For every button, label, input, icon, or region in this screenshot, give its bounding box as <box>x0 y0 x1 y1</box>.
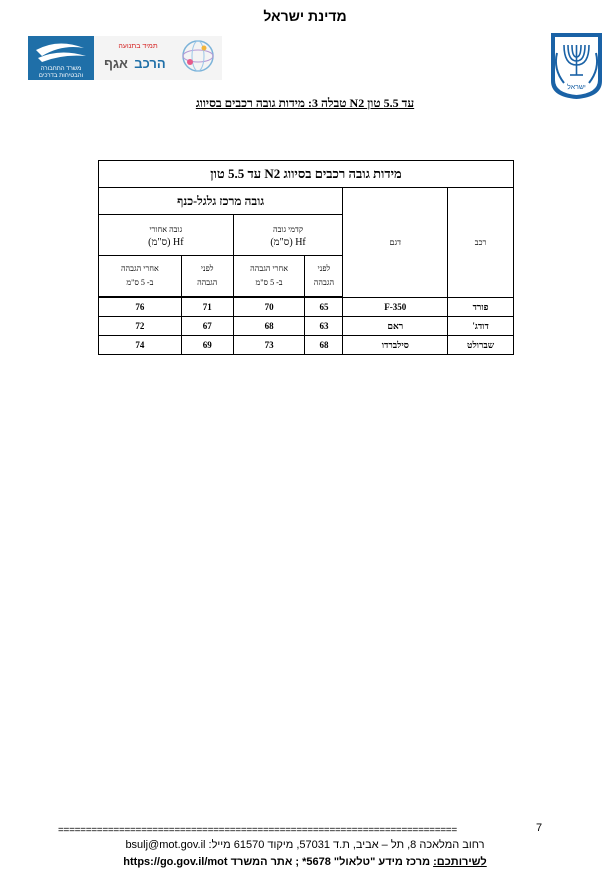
table-title: מידות גובה רכבים בסיווג N2 עד 5.5 טון <box>99 161 514 188</box>
logo-dept-name-a: אגף <box>104 56 128 71</box>
after-line1: אחרי הגבהה <box>250 264 289 273</box>
rear-label: גובה אחורי <box>149 224 183 234</box>
cell-rear-before: 71 <box>181 298 233 317</box>
before-line2: הגבהה <box>197 278 218 287</box>
after-line1: אחרי הגבהה <box>120 264 159 273</box>
emblem-text: ישראל <box>567 84 586 91</box>
before-line1: לפני <box>200 264 214 273</box>
front-after-header <box>233 256 305 297</box>
page-number: 7 <box>536 822 543 834</box>
cell-vehicle: שברולט <box>448 336 514 355</box>
cell-front-before: 63 <box>305 317 343 336</box>
footer-separator: ======================================================================== <box>58 825 457 836</box>
front-label: קדמי גובה <box>272 224 304 234</box>
after-line2: ב- 5 ס"מ <box>126 278 154 287</box>
table-row <box>99 317 514 336</box>
cell-front-before: 65 <box>305 298 343 317</box>
logo-dept-tag: תמיד בתנועה <box>118 43 158 50</box>
table-caption: טבלה 3: מידות גובה רכבים בסיווג N2 עד 5.5 טון <box>195 96 415 110</box>
rear-height-header <box>99 215 234 256</box>
cell-rear-after: 74 <box>99 336 182 355</box>
cell-model: F-350 <box>343 298 448 317</box>
rear-hf-label: Hf (ס"מ) <box>148 236 184 248</box>
col-model-header: דגם <box>343 188 448 298</box>
ministry-logo <box>28 36 222 80</box>
cell-rear-after: 72 <box>99 317 182 336</box>
logo-dept-name-b: הרכב <box>134 56 166 71</box>
front-before-header <box>305 256 343 297</box>
group-header: גובה מרכז גלגל-כנף <box>99 188 343 215</box>
before-line2: הגבהה <box>313 278 335 287</box>
table-row <box>99 336 514 355</box>
front-height-header <box>233 215 343 256</box>
rear-after-header <box>99 256 182 297</box>
table-row <box>99 298 514 317</box>
col-vehicle-header: רכב <box>448 188 514 298</box>
cell-front-before: 68 <box>305 336 343 355</box>
state-emblem <box>548 31 605 101</box>
cell-model: סילברדו <box>343 336 448 355</box>
cell-model: ראם <box>343 317 448 336</box>
state-title: מדינת ישראל <box>263 8 347 24</box>
footer-services <box>0 856 610 868</box>
cell-vehicle: פורד <box>448 298 514 317</box>
cell-rear-before: 69 <box>181 336 233 355</box>
logo-ministry-line2: והבטיחות בדרכים <box>38 73 84 79</box>
service-label: לשירותכם: <box>433 856 487 868</box>
logo-ministry-line1: משרד התחבורה <box>40 66 82 72</box>
vehicle-height-table <box>98 160 514 355</box>
rear-before-header <box>181 256 233 297</box>
service-text: מרכז מידע "טלאול" 5678* ; אתר המשרד https://go.gov.il/mot <box>123 856 431 868</box>
cell-front-after: 73 <box>233 336 305 355</box>
cell-front-after: 70 <box>233 298 305 317</box>
before-line1: לפני <box>317 264 331 273</box>
cell-rear-after: 76 <box>99 298 182 317</box>
cell-rear-before: 67 <box>181 317 233 336</box>
after-line2: ב- 5 ס"מ <box>255 278 283 287</box>
footer-address: רחוב המלאכה 8, תל – אביב, ת.ד 57031, מיקוד 61570 מייל: bsulj@mot.gov.il <box>125 839 485 851</box>
front-hf-label: Hf (ס"מ) <box>270 236 306 248</box>
cell-vehicle: דודג' <box>448 317 514 336</box>
cell-front-after: 68 <box>233 317 305 336</box>
